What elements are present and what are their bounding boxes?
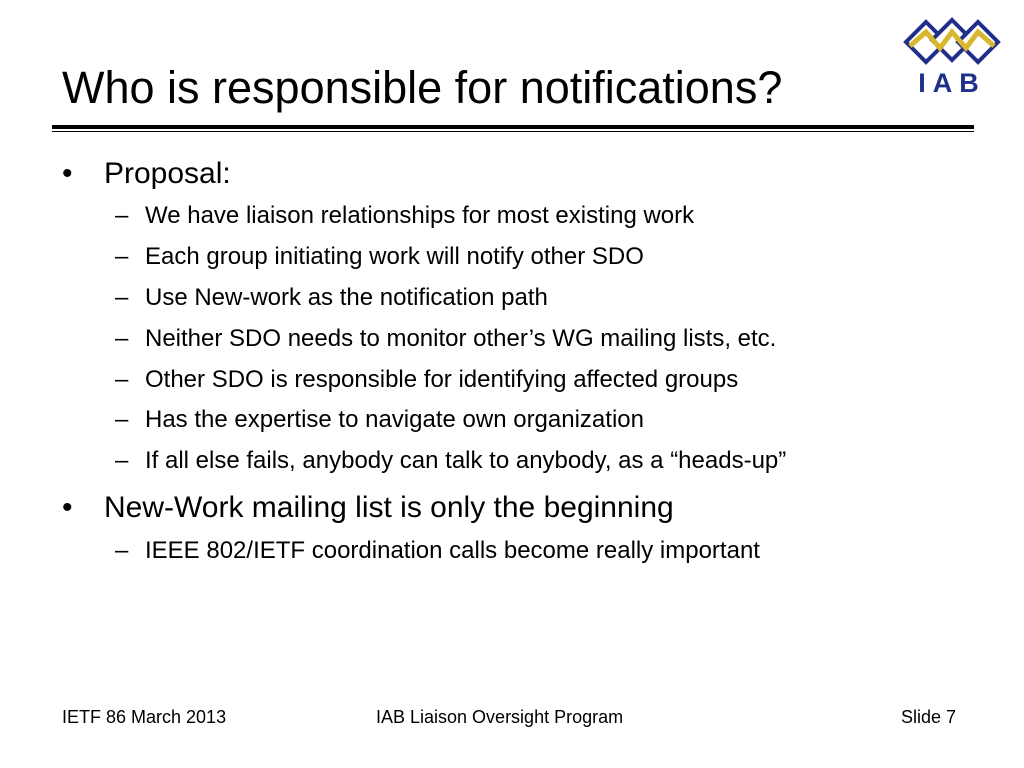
iab-logo-text: IAB: [918, 68, 986, 98]
sub-bullet-text: Neither SDO needs to monitor other’s WG mailing lists, etc.: [145, 325, 777, 352]
footer-program: IAB Liaison Oversight Program: [376, 707, 624, 727]
sub-bullet-marker: –: [115, 406, 129, 433]
sub-bullet-text: Use New-work as the notification path: [145, 284, 548, 311]
sub-bullet-marker: –: [115, 284, 129, 311]
sub-bullet-text: If all else fails, anybody can talk to anybody, as a “heads-up”: [145, 447, 787, 474]
iab-diamond-logo-icon: [902, 14, 1002, 70]
footer-slide-number: Slide 7: [901, 707, 957, 727]
bullet-text: New-Work mailing list is only the beginning: [104, 491, 674, 524]
sub-bullet-marker: –: [115, 202, 129, 229]
title-underline-thin: [52, 131, 974, 132]
bullet-text: Proposal:: [104, 157, 231, 190]
sub-bullet-text: Has the expertise to navigate own organization: [145, 406, 644, 433]
bullet-marker: •: [62, 157, 73, 190]
sub-bullet-text: IEEE 802/IETF coordination calls become really important: [145, 537, 760, 564]
slide-title: Who is responsible for notifications?: [62, 62, 783, 113]
sub-bullet-marker: –: [115, 243, 129, 270]
sub-bullet-marker: –: [115, 366, 129, 393]
sub-bullet-text: Each group initiating work will notify other SDO: [145, 243, 644, 270]
sub-bullet-marker: –: [115, 325, 129, 352]
sub-bullet-marker: –: [115, 537, 129, 564]
sub-bullet-text: Other SDO is responsible for identifying affected groups: [145, 366, 739, 393]
title-underline: [52, 125, 974, 129]
sub-bullet-text: We have liaison relationships for most existing work: [145, 202, 695, 229]
sub-bullet-marker: –: [115, 447, 129, 474]
bullet-marker: •: [62, 491, 73, 524]
footer-date: IETF 86 March 2013: [62, 707, 227, 727]
iab-logo: [902, 14, 1002, 100]
